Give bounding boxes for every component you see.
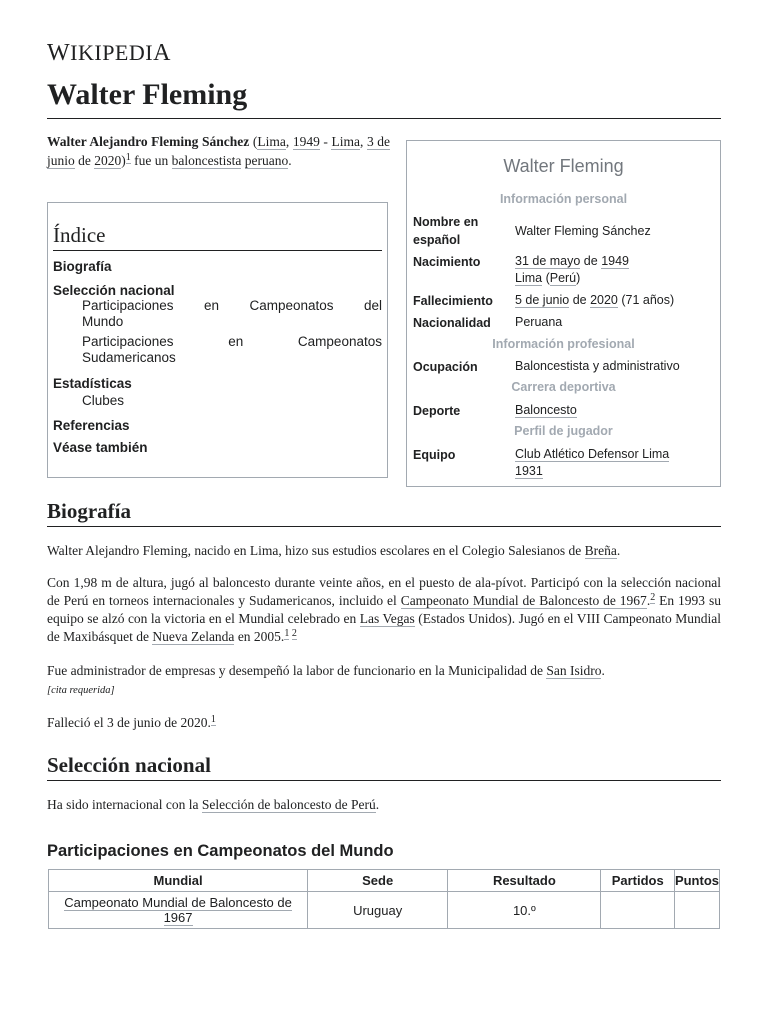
heading-biografia: Biografía — [47, 499, 721, 527]
intro-fue: fue un — [130, 153, 172, 168]
link-peru[interactable]: Perú — [549, 271, 577, 285]
cell-resultado: 10.º — [448, 892, 601, 929]
infobox-row-nacionalidad — [413, 314, 718, 332]
infobox-value — [515, 446, 718, 480]
intro-dash: - — [319, 134, 332, 149]
link-nueva-zelanda[interactable]: Nueva Zelanda — [152, 629, 235, 644]
infobox-section-profesional: Información profesional — [492, 337, 635, 351]
text: Con 1,98 m de altura, jugó al baloncesto durante veinte años, en el puesto de ala-pívot. Participó con la selección nacional de Perú en torneos internacionales y Sudamericanos, incluido el — [47, 575, 721, 608]
text: Walter Alejandro Fleming, nacido en Lima, hizo sus estudios escolares en el Colegio Salesianos de — [47, 543, 585, 558]
heading-seleccion: Selección nacional — [47, 753, 721, 781]
toc-item-clubes[interactable]: Clubes — [82, 393, 125, 408]
text: . — [601, 663, 605, 678]
link-lima[interactable]: Lima — [257, 134, 286, 149]
link-las-vegas[interactable]: Las Vegas — [359, 611, 415, 626]
infobox-row-ocupacion — [413, 358, 718, 376]
wordmark-w: W — [47, 40, 71, 66]
link-seleccion-peru[interactable]: Selección de baloncesto de Perú — [201, 797, 376, 812]
cell-sede: Uruguay — [308, 892, 448, 929]
link-mundial-1967[interactable]: Campeonato Mundial de Baloncesto de 1967 — [400, 593, 647, 608]
toc-word: Campeonatos — [297, 334, 382, 349]
table-of-contents — [47, 202, 388, 478]
infobox-row-fallecimiento — [413, 292, 718, 310]
wordmark-a: A — [153, 40, 171, 66]
mundial-table — [48, 869, 720, 929]
col-mundial: Mundial — [49, 870, 308, 892]
col-partidos: Partidos — [601, 870, 674, 892]
heading-mundial: Participaciones en Campeonatos del Mundo — [47, 842, 394, 860]
infobox-value: Baloncestista y administrativo — [515, 359, 680, 373]
infobox-key: Nacimiento — [413, 255, 481, 269]
infobox-value — [515, 292, 718, 310]
infobox-key: Ocupación — [413, 360, 478, 374]
wikipedia-wordmark[interactable] — [47, 40, 171, 67]
cell-puntos — [674, 892, 719, 929]
link-1949-ib[interactable]: 1949 — [601, 254, 629, 268]
infobox-value — [515, 402, 718, 420]
text: Ha sido internacional con la — [47, 797, 202, 812]
toc-item-referencias[interactable]: Referencias — [53, 418, 130, 433]
link-lima-ib[interactable]: Lima — [515, 271, 543, 285]
text-age: (71 años) — [617, 293, 675, 307]
infobox-key: Fallecimiento — [413, 294, 493, 308]
link-defensor-lima[interactable]: Club Atlético Defensor Lima — [515, 447, 670, 461]
link-mundial-1967-table[interactable]: Campeonato Mundial de Baloncesto de 1967 — [64, 895, 292, 925]
bio-paragraph-2 — [47, 574, 721, 646]
cell-mundial — [49, 892, 308, 929]
col-sede: Sede — [308, 870, 448, 892]
toc-word: Sudamericanos — [82, 350, 176, 365]
intro-de: de — [74, 153, 95, 168]
wordmark-mid: IKIPEDI — [70, 40, 154, 65]
text: (Estados Unidos). Jugó en el VIII Campeonato Mundial de Maxibásquet de — [47, 611, 721, 644]
toc-word: Participaciones — [82, 334, 174, 349]
infobox-key: Deporte — [413, 404, 461, 418]
text: . — [616, 543, 621, 558]
cita-text: cita requerida — [51, 685, 111, 696]
infobox-value: 31 de mayo de 1949 Lima (Perú) — [515, 254, 629, 285]
ref-1[interactable]: 1 — [284, 627, 290, 639]
text-de: de — [580, 254, 602, 268]
table-header-row — [49, 870, 720, 892]
infobox-row-nombre — [413, 213, 718, 249]
toc-item-biografia[interactable]: Biografía — [53, 259, 112, 274]
table-row — [49, 892, 720, 929]
toc-word: en — [203, 298, 220, 313]
text: . — [646, 593, 651, 608]
toc-item-estadisticas[interactable]: Estadísticas — [53, 376, 132, 391]
cell-partidos — [601, 892, 674, 929]
toc-item-vease[interactable]: Véase también — [53, 440, 148, 455]
page-title: Walter Fleming — [47, 78, 721, 119]
intro-end: . — [288, 153, 292, 168]
bio-paragraph-3 — [47, 662, 721, 700]
col-resultado: Resultado — [448, 870, 601, 892]
toc-title: Índice — [53, 223, 382, 251]
infobox-row-equipo — [413, 446, 718, 480]
infobox-section-perfil: Perfil de jugador — [514, 424, 613, 438]
link-1931[interactable]: 1931 — [515, 464, 543, 478]
infobox-row-deporte — [413, 402, 718, 420]
link-2020-ib[interactable]: 2020 — [590, 293, 618, 307]
text: Falleció el 3 de junio de 2020. — [47, 715, 211, 730]
link-3-junio[interactable]: 3 de junio — [47, 134, 391, 168]
link-lima-2[interactable]: Lima — [331, 134, 360, 149]
ref-1[interactable]: 1 — [210, 713, 216, 725]
text: . — [375, 797, 380, 812]
bio-paragraph-1 — [47, 542, 721, 560]
toc-word: Participaciones — [82, 298, 174, 313]
text: En 1993 su equipo se alzó con la victoria en el Mundial celebrado en — [47, 593, 721, 626]
seleccion-paragraph — [47, 796, 721, 814]
infobox-value: Walter Fleming Sánchez — [515, 224, 651, 238]
col-puntos: Puntos — [674, 870, 719, 892]
infobox-key: Nacionalidad — [413, 316, 491, 330]
link-2020[interactable]: 2020 — [94, 153, 122, 168]
link-san-isidro[interactable]: San Isidro — [546, 663, 602, 678]
intro-paragraph: Walter Alejandro Fleming Sánchez (Lima, 1949 - Lima, 3 de junio de 2020)$^1$ fue un baloncestista peruano. — [47, 134, 391, 168]
infobox-title: Walter Fleming — [503, 156, 624, 176]
toc-item-mundial[interactable] — [53, 298, 382, 330]
ref-2[interactable]: 2 — [291, 627, 297, 639]
link-brena[interactable]: Breña — [584, 543, 617, 558]
toc-word: en — [228, 334, 244, 349]
bio-paragraph-4 — [47, 714, 721, 732]
ref-2[interactable]: 2 — [650, 591, 656, 603]
toc-word: del — [363, 298, 382, 313]
text: en 2005. — [234, 629, 285, 644]
infobox-key: Nombre en español — [413, 215, 479, 247]
infobox-value: Peruana — [515, 315, 563, 329]
ref-1[interactable]: 1 — [125, 151, 131, 163]
infobox-row-nacimiento — [413, 253, 718, 287]
text-de: de — [569, 293, 591, 307]
text: Fue administrador de empresas y desempeñó la labor de funcionario en la Municipalidad de — [47, 663, 547, 678]
cita-requerida[interactable]: [cita requerida] — [47, 685, 115, 696]
toc-word: Mundo — [82, 314, 124, 329]
link-baloncesto[interactable]: Baloncesto — [515, 403, 577, 417]
infobox-key: Equipo — [413, 448, 456, 462]
link-1949[interactable]: 1949 — [292, 134, 320, 149]
toc-word: Campeonatos — [249, 298, 334, 313]
link-5-junio[interactable]: 5 de junio — [515, 293, 570, 307]
infobox-section-carrera: Carrera deportiva — [511, 380, 616, 394]
link-peruano[interactable]: peruano — [244, 153, 289, 168]
toc-item-sudamericanos[interactable] — [53, 334, 382, 366]
infobox-section-personal: Información personal — [499, 192, 628, 206]
link-baloncestista[interactable]: baloncestista — [171, 153, 242, 168]
toc-item-seleccion[interactable]: Selección nacional — [53, 283, 175, 298]
intro-name: Walter Alejandro Fleming Sánchez — [47, 134, 250, 149]
infobox — [406, 140, 721, 487]
link-31-mayo[interactable]: 31 de mayo — [515, 254, 581, 268]
